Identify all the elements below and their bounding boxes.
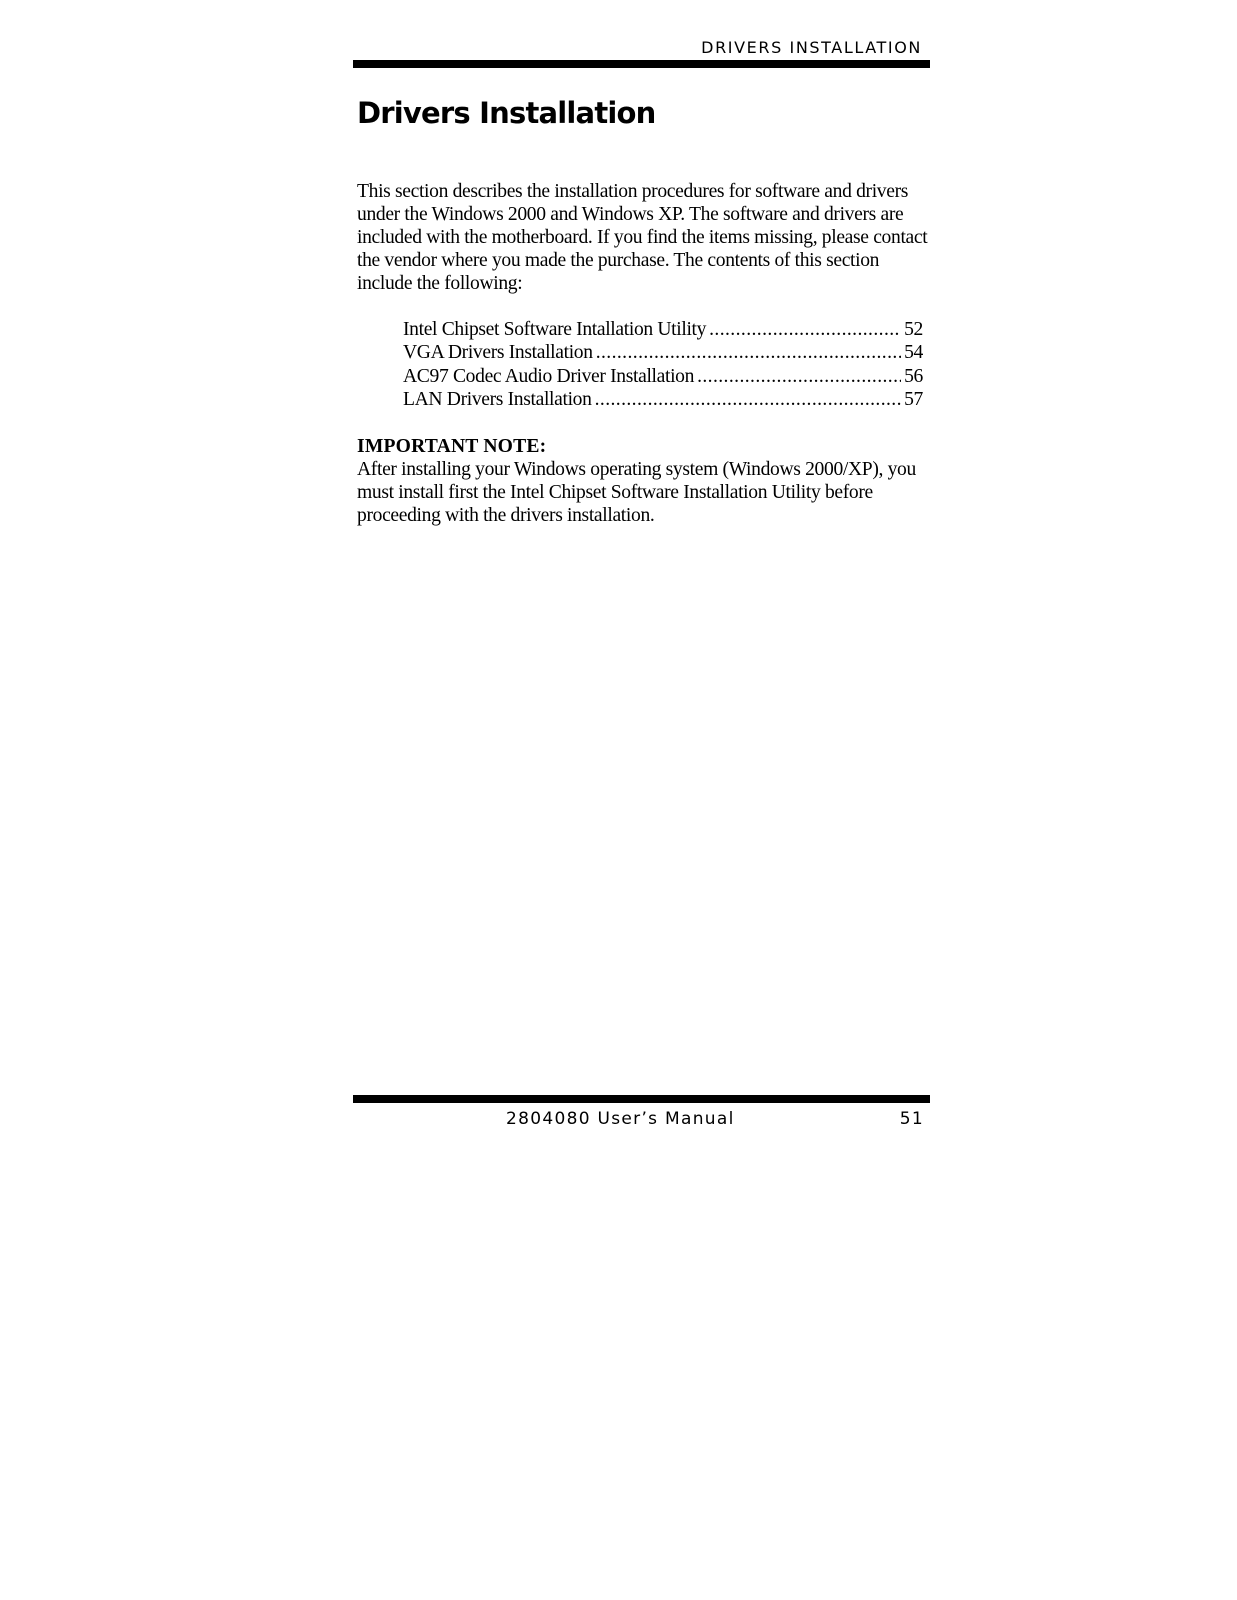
contents-item[interactable] [403, 318, 923, 341]
note-text: After installing your Windows operating system (Windows 2000/XP), you must install first the Intel Chipset Software Installation Utility before proceeding with the drivers installation. [357, 459, 916, 526]
contents-item[interactable] [403, 341, 923, 364]
dot-leader [596, 341, 901, 364]
manual-page [353, 0, 930, 1160]
contents-item-page: 52 [904, 319, 923, 340]
contents-list [403, 318, 923, 411]
page-number: 51 [899, 1109, 924, 1129]
note-heading: IMPORTANT NOTE: [357, 436, 547, 457]
important-note [357, 435, 930, 527]
contents-item-page: 56 [904, 365, 923, 387]
contents-item-label: VGA Drivers Installation [403, 342, 593, 364]
running-header: DRIVERS INSTALLATION [701, 38, 922, 57]
intro-paragraph: This section describes the installation procedures for software and drivers under the Windows 2000 and Windows XP. The software and drivers are included with the motherboard. If you find the items missing, please contact the vendor where you made the purchase. The contents of this section include the following: [357, 181, 928, 294]
header-divider [353, 60, 930, 68]
contents-item[interactable] [403, 365, 923, 388]
contents-item-label: Intel Chipset Software Intallation Utility [403, 319, 707, 340]
footer-manual-title: 2804080 User’s Manual [506, 1109, 735, 1129]
footer-divider [353, 1095, 930, 1103]
dot-leader [595, 388, 902, 411]
contents-item[interactable] [403, 388, 923, 411]
dot-leader [697, 365, 901, 388]
contents-item-label: AC97 Codec Audio Driver Installation [403, 365, 695, 387]
dot-leader [709, 318, 901, 341]
contents-item-page: 54 [904, 342, 923, 364]
contents-item-page: 57 [904, 388, 923, 410]
contents-item-label: LAN Drivers Installation [403, 388, 592, 410]
page-title: Drivers Installation [357, 96, 656, 130]
